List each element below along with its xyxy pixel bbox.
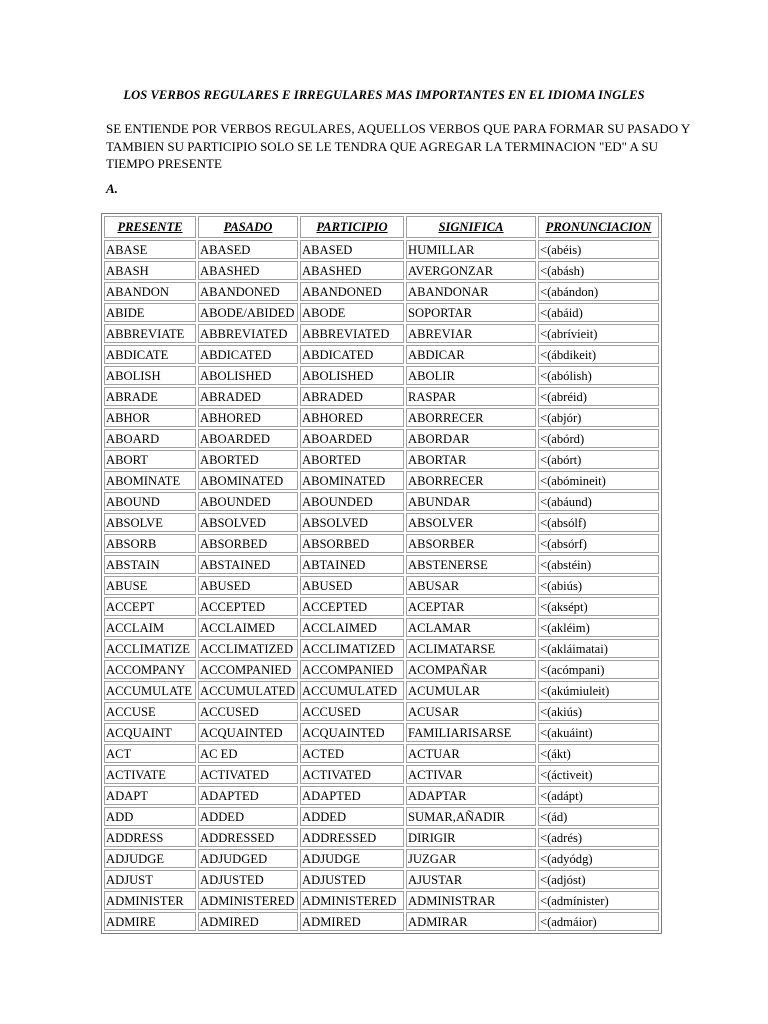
cell-pasado: ABASHED: [198, 261, 298, 280]
cell-pasado: ABANDONED: [198, 282, 298, 301]
cell-participio: ADDED: [300, 807, 404, 826]
table-row: [104, 429, 659, 448]
cell-pronunciacion: <(abstéin): [538, 555, 659, 574]
table-row: [104, 807, 659, 826]
cell-pronunciacion: <(abórd): [538, 429, 659, 448]
cell-participio: ABDICATED: [300, 345, 404, 364]
section-letter: A.: [106, 181, 118, 196]
table-row: [104, 639, 659, 658]
table-row: [104, 450, 659, 469]
table-row: [104, 555, 659, 574]
cell-presente: ABOMINATE: [104, 471, 196, 490]
cell-presente: ADMIRE: [104, 912, 196, 931]
cell-pasado: ACCUSED: [198, 702, 298, 721]
cell-significa: HUMILLAR: [406, 240, 536, 259]
table-row: [104, 849, 659, 868]
cell-pronunciacion: <(akuáint): [538, 723, 659, 742]
table-row: [104, 366, 659, 385]
cell-significa: ACTIVAR: [406, 765, 536, 784]
cell-participio: ABBREVIATED: [300, 324, 404, 343]
intro-paragraph: SE ENTIENDE POR VERBOS REGULARES, AQUELLOS VERBOS QUE PARA FORMAR SU PASADO Y TAMBIEN SU PARTICIPIO SOLO SE LE TENDRA QUE AGREGAR LA TERMINACION "ED" A SU TIEMPO PRESENTE: [106, 121, 690, 171]
cell-pasado: ABOARDED: [198, 429, 298, 448]
cell-participio: ABASHED: [300, 261, 404, 280]
cell-participio: ABASED: [300, 240, 404, 259]
cell-pasado: ABBREVIATED: [198, 324, 298, 343]
table-row: [104, 576, 659, 595]
cell-pasado: ADMIRED: [198, 912, 298, 931]
cell-significa: ABSTENERSE: [406, 555, 536, 574]
cell-presente: ABHOR: [104, 408, 196, 427]
cell-pasado: ABDICATED: [198, 345, 298, 364]
cell-participio: ADMINISTERED: [300, 891, 404, 910]
cell-pasado: ABOLISHED: [198, 366, 298, 385]
cell-significa: FAMILIARISARSE: [406, 723, 536, 742]
table-header-row: [104, 216, 659, 238]
cell-pronunciacion: <(adjóst): [538, 870, 659, 889]
cell-pronunciacion: <(abáund): [538, 492, 659, 511]
cell-participio: ACTIVATED: [300, 765, 404, 784]
cell-participio: ABHORED: [300, 408, 404, 427]
table-row: [104, 534, 659, 553]
cell-presente: ACT: [104, 744, 196, 763]
cell-pronunciacion: <(abórt): [538, 450, 659, 469]
cell-participio: ADAPTED: [300, 786, 404, 805]
cell-pronunciacion: <(akléim): [538, 618, 659, 637]
cell-pasado: ACCEPTED: [198, 597, 298, 616]
table-row: [104, 660, 659, 679]
cell-presente: ABSTAIN: [104, 555, 196, 574]
header-pronunciacion: PRONUNCIACION: [538, 216, 659, 238]
cell-participio: ACCEPTED: [300, 597, 404, 616]
cell-pasado: ACCLAIMED: [198, 618, 298, 637]
cell-participio: ACCLAIMED: [300, 618, 404, 637]
cell-significa: ABDICAR: [406, 345, 536, 364]
cell-pronunciacion: <(abrívieit): [538, 324, 659, 343]
cell-significa: ABANDONAR: [406, 282, 536, 301]
cell-pronunciacion: <(admínister): [538, 891, 659, 910]
cell-pronunciacion: <(abómineit): [538, 471, 659, 490]
cell-pasado: ABOUNDED: [198, 492, 298, 511]
cell-presente: ACCUSE: [104, 702, 196, 721]
table-row: [104, 324, 659, 343]
cell-pronunciacion: <(abándon): [538, 282, 659, 301]
cell-significa: ADMINISTRAR: [406, 891, 536, 910]
table-row: [104, 618, 659, 637]
cell-participio: ADJUSTED: [300, 870, 404, 889]
cell-pasado: ABSTAINED: [198, 555, 298, 574]
cell-participio: ABANDONED: [300, 282, 404, 301]
cell-presente: ABOUND: [104, 492, 196, 511]
cell-participio: ABRADED: [300, 387, 404, 406]
cell-presente: ADJUST: [104, 870, 196, 889]
cell-pasado: ADAPTED: [198, 786, 298, 805]
cell-pasado: ABSORBED: [198, 534, 298, 553]
cell-pronunciacion: <(abjór): [538, 408, 659, 427]
cell-pronunciacion: <(ábdikeit): [538, 345, 659, 364]
cell-significa: AJUSTAR: [406, 870, 536, 889]
cell-presente: ABANDON: [104, 282, 196, 301]
cell-presente: ACCLAIM: [104, 618, 196, 637]
cell-participio: ABORTED: [300, 450, 404, 469]
cell-significa: ADAPTAR: [406, 786, 536, 805]
cell-presente: ABIDE: [104, 303, 196, 322]
cell-participio: ACTED: [300, 744, 404, 763]
cell-pasado: ADJUDGED: [198, 849, 298, 868]
cell-participio: ADJUDGE: [300, 849, 404, 868]
cell-significa: ACLAMAR: [406, 618, 536, 637]
cell-pronunciacion: <(absólf): [538, 513, 659, 532]
cell-pasado: ABODE/ABIDED: [198, 303, 298, 322]
cell-presente: ADMINISTER: [104, 891, 196, 910]
cell-pasado: ADDED: [198, 807, 298, 826]
cell-pronunciacion: <(aksépt): [538, 597, 659, 616]
cell-significa: AVERGONZAR: [406, 261, 536, 280]
cell-presente: ADJUDGE: [104, 849, 196, 868]
table-row: [104, 408, 659, 427]
cell-pronunciacion: <(akiús): [538, 702, 659, 721]
cell-significa: DIRIGIR: [406, 828, 536, 847]
cell-pasado: ABORTED: [198, 450, 298, 469]
cell-presente: ACCUMULATE: [104, 681, 196, 700]
cell-pasado: ADJUSTED: [198, 870, 298, 889]
cell-participio: ABSOLVED: [300, 513, 404, 532]
cell-significa: ABSORBER: [406, 534, 536, 553]
cell-pronunciacion: <(abréid): [538, 387, 659, 406]
cell-pronunciacion: <(adrés): [538, 828, 659, 847]
cell-presente: ACQUAINT: [104, 723, 196, 742]
cell-significa: ABUNDAR: [406, 492, 536, 511]
verb-table-body: [104, 240, 659, 931]
cell-significa: ABORDAR: [406, 429, 536, 448]
cell-presente: ABBREVIATE: [104, 324, 196, 343]
cell-pasado: ADMINISTERED: [198, 891, 298, 910]
cell-pronunciacion: <(ákt): [538, 744, 659, 763]
cell-pronunciacion: <(áctiveit): [538, 765, 659, 784]
cell-presente: ACCOMPANY: [104, 660, 196, 679]
cell-pronunciacion: <(abólish): [538, 366, 659, 385]
cell-pronunciacion: <(ád): [538, 807, 659, 826]
table-row: [104, 261, 659, 280]
cell-pronunciacion: <(abáid): [538, 303, 659, 322]
cell-presente: ABORT: [104, 450, 196, 469]
table-row: [104, 240, 659, 259]
cell-presente: ACTIVATE: [104, 765, 196, 784]
cell-significa: ACEPTAR: [406, 597, 536, 616]
cell-pasado: ACCLIMATIZED: [198, 639, 298, 658]
cell-pasado: ABUSED: [198, 576, 298, 595]
cell-participio: ACCLIMATIZED: [300, 639, 404, 658]
cell-pasado: ABOMINATED: [198, 471, 298, 490]
cell-presente: ABUSE: [104, 576, 196, 595]
cell-presente: ABOLISH: [104, 366, 196, 385]
cell-significa: RASPAR: [406, 387, 536, 406]
document-title: LOS VERBOS REGULARES E IRREGULARES MAS IMPORTANTES EN EL IDIOMA INGLES: [123, 88, 645, 102]
cell-presente: ABRADE: [104, 387, 196, 406]
cell-participio: ABSORBED: [300, 534, 404, 553]
cell-pasado: ADDRESSED: [198, 828, 298, 847]
cell-pasado: ABRADED: [198, 387, 298, 406]
cell-participio: ABOUNDED: [300, 492, 404, 511]
cell-participio: ABOMINATED: [300, 471, 404, 490]
cell-significa: ACLIMATARSE: [406, 639, 536, 658]
cell-pronunciacion: <(adyódg): [538, 849, 659, 868]
cell-participio: ABUSED: [300, 576, 404, 595]
cell-significa: ABORTAR: [406, 450, 536, 469]
cell-pronunciacion: <(abiús): [538, 576, 659, 595]
table-row: [104, 786, 659, 805]
table-row: [104, 597, 659, 616]
cell-pronunciacion: <(admáior): [538, 912, 659, 931]
cell-pasado: ABSOLVED: [198, 513, 298, 532]
table-row: [104, 513, 659, 532]
cell-pasado: ACCUMULATED: [198, 681, 298, 700]
cell-pasado: ACQUAINTED: [198, 723, 298, 742]
table-row: [104, 828, 659, 847]
table-row: [104, 303, 659, 322]
cell-pronunciacion: <(abéis): [538, 240, 659, 259]
cell-presente: ABSOLVE: [104, 513, 196, 532]
table-row: [104, 492, 659, 511]
table-row: [104, 345, 659, 364]
cell-pronunciacion: <(adápt): [538, 786, 659, 805]
cell-participio: ACCUSED: [300, 702, 404, 721]
cell-significa: ABUSAR: [406, 576, 536, 595]
header-pasado: PASADO: [198, 216, 298, 238]
cell-significa: ACUSAR: [406, 702, 536, 721]
cell-participio: ABOARDED: [300, 429, 404, 448]
cell-presente: ADDRESS: [104, 828, 196, 847]
table-row: [104, 765, 659, 784]
table-row: [104, 471, 659, 490]
cell-participio: ABODE: [300, 303, 404, 322]
table-row: [104, 891, 659, 910]
cell-presente: ABASE: [104, 240, 196, 259]
cell-pronunciacion: <(absórf): [538, 534, 659, 553]
cell-significa: ABOLIR: [406, 366, 536, 385]
cell-presente: ABSORB: [104, 534, 196, 553]
header-participio: PARTICIPIO: [300, 216, 404, 238]
cell-pasado: ACTIVATED: [198, 765, 298, 784]
verb-table: [101, 213, 662, 934]
table-row: [104, 870, 659, 889]
header-significa: SIGNIFICA: [406, 216, 536, 238]
cell-participio: ABTAINED: [300, 555, 404, 574]
cell-presente: ABOARD: [104, 429, 196, 448]
table-row: [104, 702, 659, 721]
cell-pronunciacion: <(acómpani): [538, 660, 659, 679]
cell-participio: ABOLISHED: [300, 366, 404, 385]
cell-significa: SUMAR,AÑADIR: [406, 807, 536, 826]
table-row: [104, 282, 659, 301]
cell-pronunciacion: <(akláimatai): [538, 639, 659, 658]
table-row: [104, 723, 659, 742]
cell-pasado: ABASED: [198, 240, 298, 259]
cell-significa: ACUMULAR: [406, 681, 536, 700]
cell-presente: ACCEPT: [104, 597, 196, 616]
table-row: [104, 744, 659, 763]
cell-participio: ADDRESSED: [300, 828, 404, 847]
cell-participio: ACCOMPANIED: [300, 660, 404, 679]
table-row: [104, 681, 659, 700]
header-presente: PRESENTE: [104, 216, 196, 238]
cell-presente: ABASH: [104, 261, 196, 280]
cell-presente: ADAPT: [104, 786, 196, 805]
cell-pasado: ABHORED: [198, 408, 298, 427]
cell-pronunciacion: <(akúmiuleit): [538, 681, 659, 700]
table-row: [104, 387, 659, 406]
cell-presente: ABDICATE: [104, 345, 196, 364]
cell-pasado: ACCOMPANIED: [198, 660, 298, 679]
cell-significa: ADMIRAR: [406, 912, 536, 931]
cell-significa: JUZGAR: [406, 849, 536, 868]
cell-participio: ADMIRED: [300, 912, 404, 931]
cell-significa: ABORRECER: [406, 408, 536, 427]
cell-pronunciacion: <(abásh): [538, 261, 659, 280]
cell-participio: ACQUAINTED: [300, 723, 404, 742]
cell-pasado: AC ED: [198, 744, 298, 763]
cell-significa: ABORRECER: [406, 471, 536, 490]
table-row: [104, 912, 659, 931]
cell-significa: SOPORTAR: [406, 303, 536, 322]
cell-significa: ABREVIAR: [406, 324, 536, 343]
cell-significa: ABSOLVER: [406, 513, 536, 532]
cell-presente: ACCLIMATIZE: [104, 639, 196, 658]
cell-significa: ACOMPAÑAR: [406, 660, 536, 679]
cell-participio: ACCUMULATED: [300, 681, 404, 700]
cell-presente: ADD: [104, 807, 196, 826]
cell-significa: ACTUAR: [406, 744, 536, 763]
